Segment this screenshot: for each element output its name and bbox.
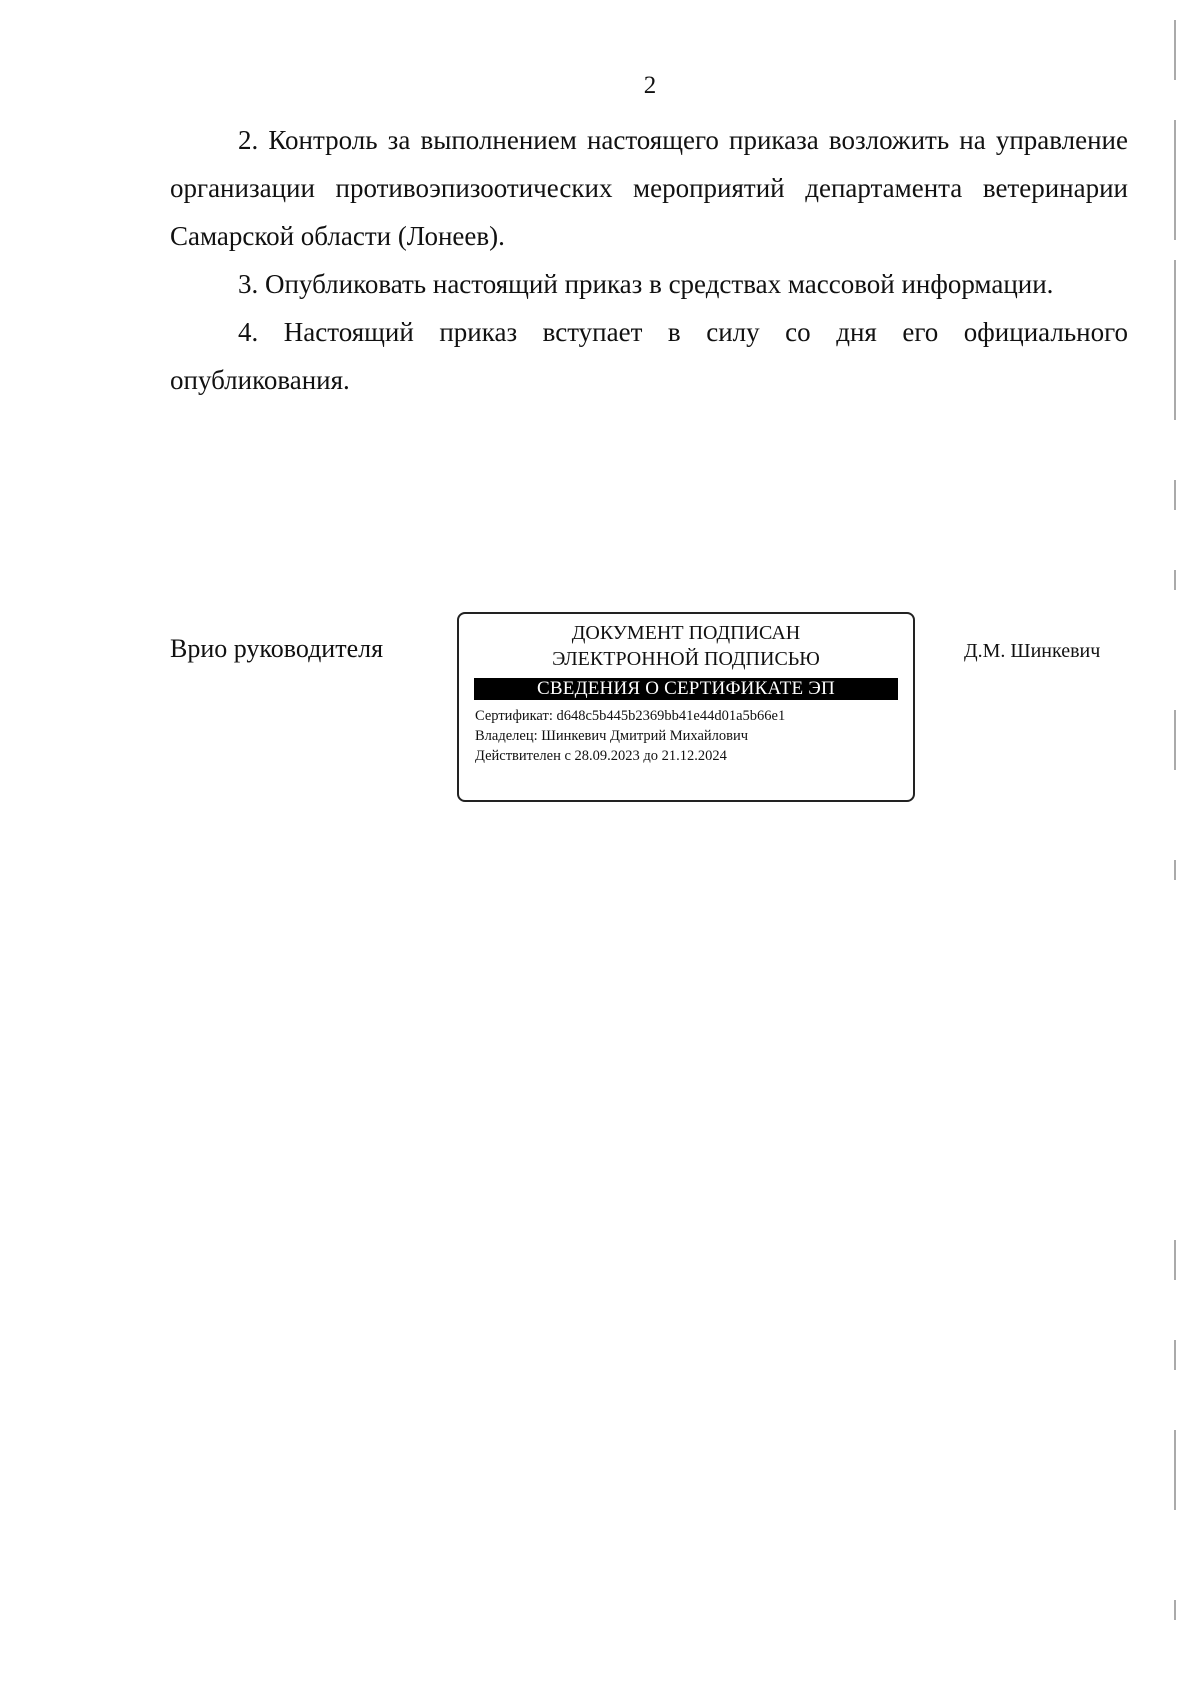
scan-edge-artifact bbox=[1174, 10, 1188, 1690]
paragraph-publish: 3. Опубликовать настоящий приказ в средствах массовой информации. bbox=[238, 269, 1054, 299]
certificate-number: Сертификат: d648c5b445b2369bb41e44d01a5b66e1 bbox=[475, 708, 786, 724]
page-number: 2 bbox=[643, 72, 657, 99]
certificate-validity: Действителен с 28.09.2023 до 21.12.2024 bbox=[475, 748, 727, 764]
signatory-position: Врио руководителя bbox=[170, 634, 384, 663]
paragraph-control: 2. Контроль за выполнением настоящего приказа возложить на управление организации противоэпизоотических мероприятий департамента ветеринарии Самарской области (Лонеев). bbox=[170, 125, 1128, 251]
certificate-owner: Владелец: Шинкевич Дмитрий Михайлович bbox=[475, 728, 749, 744]
certificate-info-header: СВЕДЕНИЯ О СЕРТИФИКАТЕ ЭП bbox=[474, 678, 898, 700]
signature-block bbox=[0, 612, 1200, 812]
stamp-title-line-1: ДОКУМЕНТ ПОДПИСАН bbox=[571, 622, 801, 644]
paragraph-effective-date: 4. Настоящий приказ вступает в силу со дня его официального опубликования. bbox=[170, 317, 1128, 395]
stamp-title-line-2: ЭЛЕКТРОННОЙ ПОДПИСЬЮ bbox=[552, 648, 820, 670]
electronic-signature-stamp bbox=[457, 612, 915, 802]
document-body bbox=[170, 116, 1128, 404]
signer-name: Д.М. Шинкевич bbox=[964, 640, 1101, 662]
certificate-details bbox=[475, 706, 913, 766]
